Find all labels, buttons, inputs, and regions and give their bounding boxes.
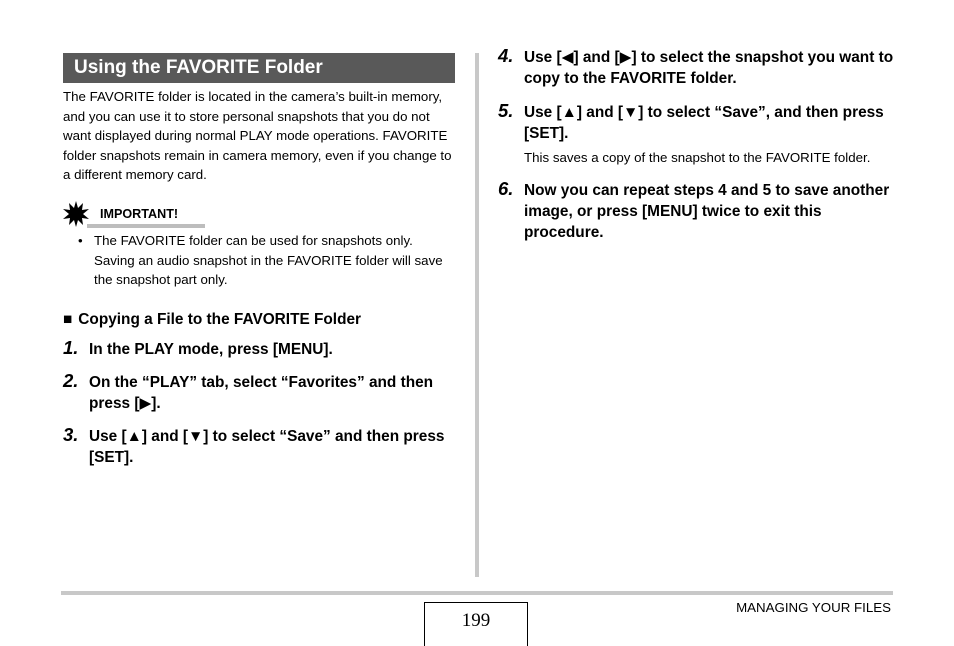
step-text: In the PLAY mode, press [MENU]. — [89, 340, 333, 358]
step-text: On the “PLAY” tab, select “Favorites” and then press [▶]. — [89, 373, 434, 412]
left-column — [63, 53, 455, 468]
bullet-dot: • — [78, 232, 83, 248]
step-5 — [498, 102, 898, 167]
steps-list-right — [498, 47, 898, 243]
important-item — [63, 231, 455, 290]
step-text: Now you can repeat steps 4 and 5 to save another image, or press [MENU] twice to exit this procedure. — [524, 182, 890, 241]
intro-paragraph: The FAVORITE folder is located in the camera’s built-in memory, and you can use it to store personal snapshots that you do not want displayed during normal PLAY mode operations. FAVORITE folder snapshots remain in camera memory, even if you change to a different memory card. — [63, 89, 452, 183]
step-note: This saves a copy of the snapshot to the FAVORITE folder. — [524, 150, 871, 165]
footer-rule — [61, 591, 893, 595]
important-burst-icon — [63, 201, 89, 227]
steps-list-left — [63, 336, 455, 468]
step-number: 5. — [498, 100, 514, 121]
important-note — [63, 205, 455, 290]
square-bullet-icon: ■ — [63, 310, 73, 328]
important-list — [63, 231, 455, 290]
important-item-text: The FAVORITE folder can be used for snapshots only. Saving an audio snapshot in the FAVORITE folder will save the snapshot part only. — [94, 232, 443, 288]
step-text: Use [◀] and [▶] to select the snapshot you want to copy to the FAVORITE folder. — [524, 49, 894, 87]
step-1 — [63, 336, 455, 360]
step-number: 3. — [63, 423, 79, 445]
step-4 — [498, 47, 898, 89]
subsection-heading — [63, 311, 455, 329]
step-text: Use [▲] and [▼] to select “Save”, and then press [SET]. — [524, 104, 884, 142]
step-number: 2. — [63, 369, 79, 391]
step-number: 1. — [63, 336, 79, 358]
step-6 — [498, 180, 898, 243]
section-title: Using the FAVORITE Folder — [63, 53, 455, 83]
step-3 — [63, 423, 455, 468]
footer-section-title: MANAGING YOUR FILES — [736, 600, 891, 615]
important-header — [63, 205, 455, 227]
step-number: 4. — [498, 45, 514, 66]
step-number: 6. — [498, 178, 514, 199]
right-column — [498, 47, 898, 243]
important-label: IMPORTANT! — [100, 206, 179, 221]
important-underline — [87, 224, 205, 228]
step-2 — [63, 369, 455, 414]
page-number: 199 — [424, 602, 528, 646]
subsection-heading-text: Copying a File to the FAVORITE Folder — [78, 310, 362, 328]
step-text: Use [▲] and [▼] to select “Save” and then press [SET]. — [89, 427, 445, 466]
column-divider — [475, 53, 479, 577]
